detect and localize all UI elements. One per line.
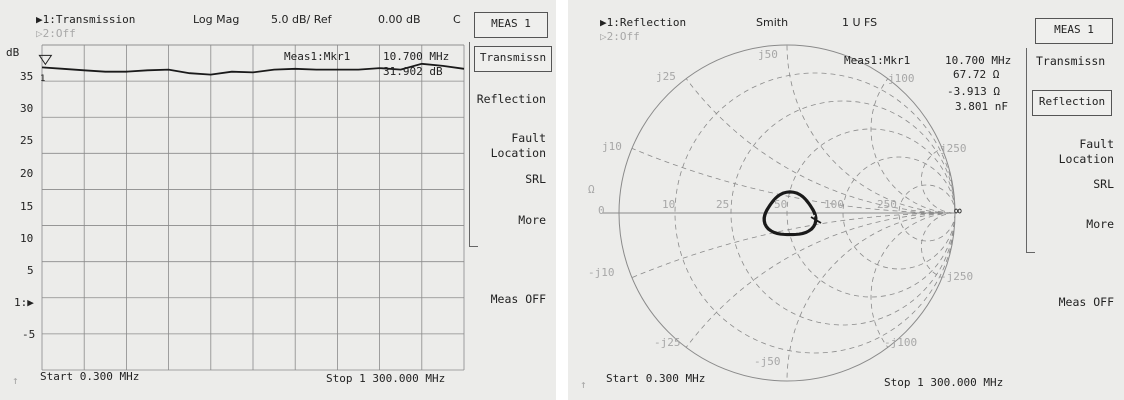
smith-label: 50 xyxy=(774,198,788,211)
marker-number: 1 xyxy=(40,74,46,84)
smith-label: -j50 xyxy=(754,355,781,368)
channel-1-label: ▶1:Reflection xyxy=(600,16,687,29)
reflection-softkey[interactable]: Reflection xyxy=(476,92,546,106)
smith-label: 10 xyxy=(662,198,676,211)
more-softkey[interactable]: More xyxy=(1086,217,1114,231)
transmission-screen xyxy=(0,0,556,400)
reflection-screen xyxy=(568,0,1124,400)
smith-label: j50 xyxy=(758,48,778,61)
smith-label: 25 xyxy=(716,198,730,211)
meas-1-button[interactable]: MEAS 1 xyxy=(474,12,548,38)
fault-location-softkey[interactable]: Fault Location xyxy=(490,131,546,160)
format-label: Log Mag xyxy=(193,13,240,26)
marker-capacitance: 3.801 nF xyxy=(955,100,1008,113)
smith-label: -j25 xyxy=(654,336,681,349)
meas-off-softkey[interactable]: Meas OFF xyxy=(490,292,546,306)
y-tick: 30 xyxy=(20,102,34,115)
smith-label: j100 xyxy=(888,72,915,85)
fault-location-softkey[interactable]: Fault Location xyxy=(1058,137,1114,166)
stop-frequency: Stop 1 300.000 MHz xyxy=(326,372,446,385)
corner-arrow: ↑ xyxy=(12,374,19,387)
y-tick: 35 xyxy=(20,70,34,83)
y-tick: 25 xyxy=(20,134,34,147)
start-frequency: Start 0.300 MHz xyxy=(606,372,706,385)
channel-2-label: ▷2:Off xyxy=(36,27,76,40)
meas-1-button[interactable]: MEAS 1 xyxy=(1035,18,1113,44)
marker-reactance: -3.913 Ω xyxy=(947,85,1000,98)
marker-frequency: 10.700 MHz xyxy=(945,54,1012,67)
channel-1-label: ▶1:Transmission xyxy=(36,13,136,26)
format-label: Smith xyxy=(756,16,789,29)
srl-softkey[interactable]: SRL xyxy=(525,172,546,186)
y-tick: 5 xyxy=(27,264,34,277)
start-frequency: Start 0.300 MHz xyxy=(40,370,140,383)
marker-1-triangle xyxy=(39,55,51,64)
reflection-softkey[interactable]: Reflection xyxy=(1032,90,1112,116)
stop-frequency: Stop 1 300.000 MHz xyxy=(884,376,1004,389)
transmission-softkey[interactable]: Transmissn xyxy=(1036,54,1106,68)
smith-label: 100 xyxy=(824,198,844,211)
y-tick: 10 xyxy=(20,232,34,245)
smith-label: 250 xyxy=(877,198,897,211)
y-tick: 20 xyxy=(20,167,34,180)
softkey-menu-bracket xyxy=(1026,48,1035,253)
softkey-menu-bracket xyxy=(469,42,478,247)
transmission-softkey[interactable]: Transmissn xyxy=(474,46,552,72)
more-softkey[interactable]: More xyxy=(518,213,546,227)
y-tick: -5 xyxy=(22,328,36,341)
marker-readout-label: Meas1:Mkr1 xyxy=(844,54,911,67)
smith-label: j10 xyxy=(602,140,622,153)
c-flag: C xyxy=(453,13,461,26)
marker-resistance: 67.72 Ω xyxy=(953,68,1000,81)
smith-label: 0 xyxy=(598,204,605,217)
marker-value: 31.902 dB xyxy=(383,65,443,78)
smith-label: j250 xyxy=(940,142,967,155)
marker-readout-label: Meas1:Mkr1 xyxy=(284,50,351,63)
smith-ohm-label: Ω xyxy=(588,183,595,196)
marker-frequency: 10.700 MHz xyxy=(383,50,450,63)
smith-label: -j100 xyxy=(884,336,918,349)
srl-softkey[interactable]: SRL xyxy=(1093,177,1114,191)
scale-label: 1 U FS xyxy=(842,16,878,29)
smith-label: j25 xyxy=(656,70,676,83)
reference-position-marker: 1:▶ xyxy=(14,296,34,309)
plot-grid xyxy=(42,45,464,370)
corner-arrow: ↑ xyxy=(580,378,587,391)
y-tick: 15 xyxy=(20,200,34,213)
smith-label: -j250 xyxy=(940,270,974,283)
channel-2-label: ▷2:Off xyxy=(600,30,640,43)
scale-label: 5.0 dB/ Ref xyxy=(271,13,332,26)
smith-infinity-label: ∞ xyxy=(954,204,962,219)
ref-label: 0.00 dB xyxy=(378,13,421,26)
meas-off-softkey[interactable]: Meas OFF xyxy=(1058,295,1114,309)
y-unit-label: dB xyxy=(6,46,20,59)
smith-label: -j10 xyxy=(588,266,615,279)
